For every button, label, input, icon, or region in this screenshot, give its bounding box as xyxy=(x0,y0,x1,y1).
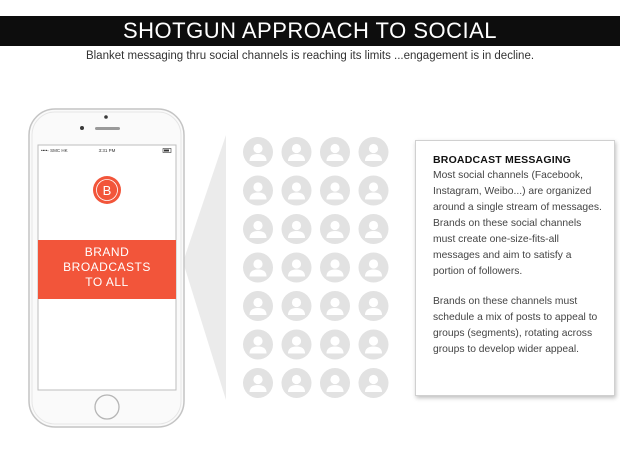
follower-avatar-icon xyxy=(243,214,273,244)
broadcast-info-card xyxy=(415,140,615,396)
follower-avatar-icon xyxy=(359,330,389,360)
follower-avatar-icon xyxy=(320,214,350,244)
banner-line-1: BRAND xyxy=(84,245,130,259)
follower-avatar-icon xyxy=(243,137,273,167)
follower-avatar-icon xyxy=(243,291,273,321)
broadcast-beam xyxy=(183,135,226,400)
follower-avatar-icon xyxy=(282,253,312,283)
follower-avatar-icon xyxy=(243,368,273,398)
follower-avatar-icon xyxy=(282,330,312,360)
page-title: SHOTGUN APPROACH TO SOCIAL xyxy=(0,16,620,46)
status-time: 3:31 PM xyxy=(98,148,116,153)
follower-avatar-icon xyxy=(243,253,273,283)
follower-avatar-icon xyxy=(320,253,350,283)
follower-avatar-icon xyxy=(320,137,350,167)
brand-logo-letter: B xyxy=(102,183,112,198)
follower-avatar-icon xyxy=(243,330,273,360)
follower-avatar-icon xyxy=(320,368,350,398)
banner-line-2: BROADCASTS xyxy=(63,260,151,274)
follower-avatar-icon xyxy=(282,368,312,398)
follower-avatar-icon xyxy=(359,253,389,283)
phone xyxy=(29,109,184,427)
follower-avatar-icon xyxy=(320,291,350,321)
info-paragraph-2: Brands on these channels must schedule a mix of posts to appeal to groups (segments), rotating across groups to develop wider appeal. xyxy=(433,296,598,355)
follower-avatar-icon xyxy=(282,214,312,244)
follower-avatar-icon xyxy=(243,176,273,206)
follower-avatar-icon xyxy=(359,176,389,206)
follower-avatar-icon xyxy=(282,291,312,321)
follower-avatar-icon xyxy=(359,214,389,244)
follower-avatar-icon xyxy=(320,330,350,360)
follower-avatar-icon xyxy=(320,176,350,206)
follower-grid xyxy=(243,137,389,398)
phone-camera-icon xyxy=(80,126,84,130)
follower-avatar-icon xyxy=(282,176,312,206)
status-carrier: ••••◦ SMC HK xyxy=(41,148,68,153)
follower-avatar-icon xyxy=(359,368,389,398)
follower-avatar-icon xyxy=(282,137,312,167)
info-paragraph-1: Most social channels (Facebook, Instagram, Weibo...) are organized around a single stream of messages. Brands on these social channels must create one-size-fits-all messages and aim to satisfy a portion of followers. xyxy=(433,170,602,277)
follower-avatar-icon xyxy=(359,291,389,321)
banner-line-3: TO ALL xyxy=(85,275,129,289)
phone-sensor-icon xyxy=(104,115,108,119)
page-subtitle: Blanket messaging thru social channels is reaching its limits ...engagement is in decline. xyxy=(85,50,535,62)
battery-level xyxy=(164,150,169,152)
phone-speaker xyxy=(95,127,120,130)
info-heading: BROADCAST MESSAGING xyxy=(433,154,571,166)
follower-avatar-icon xyxy=(359,137,389,167)
